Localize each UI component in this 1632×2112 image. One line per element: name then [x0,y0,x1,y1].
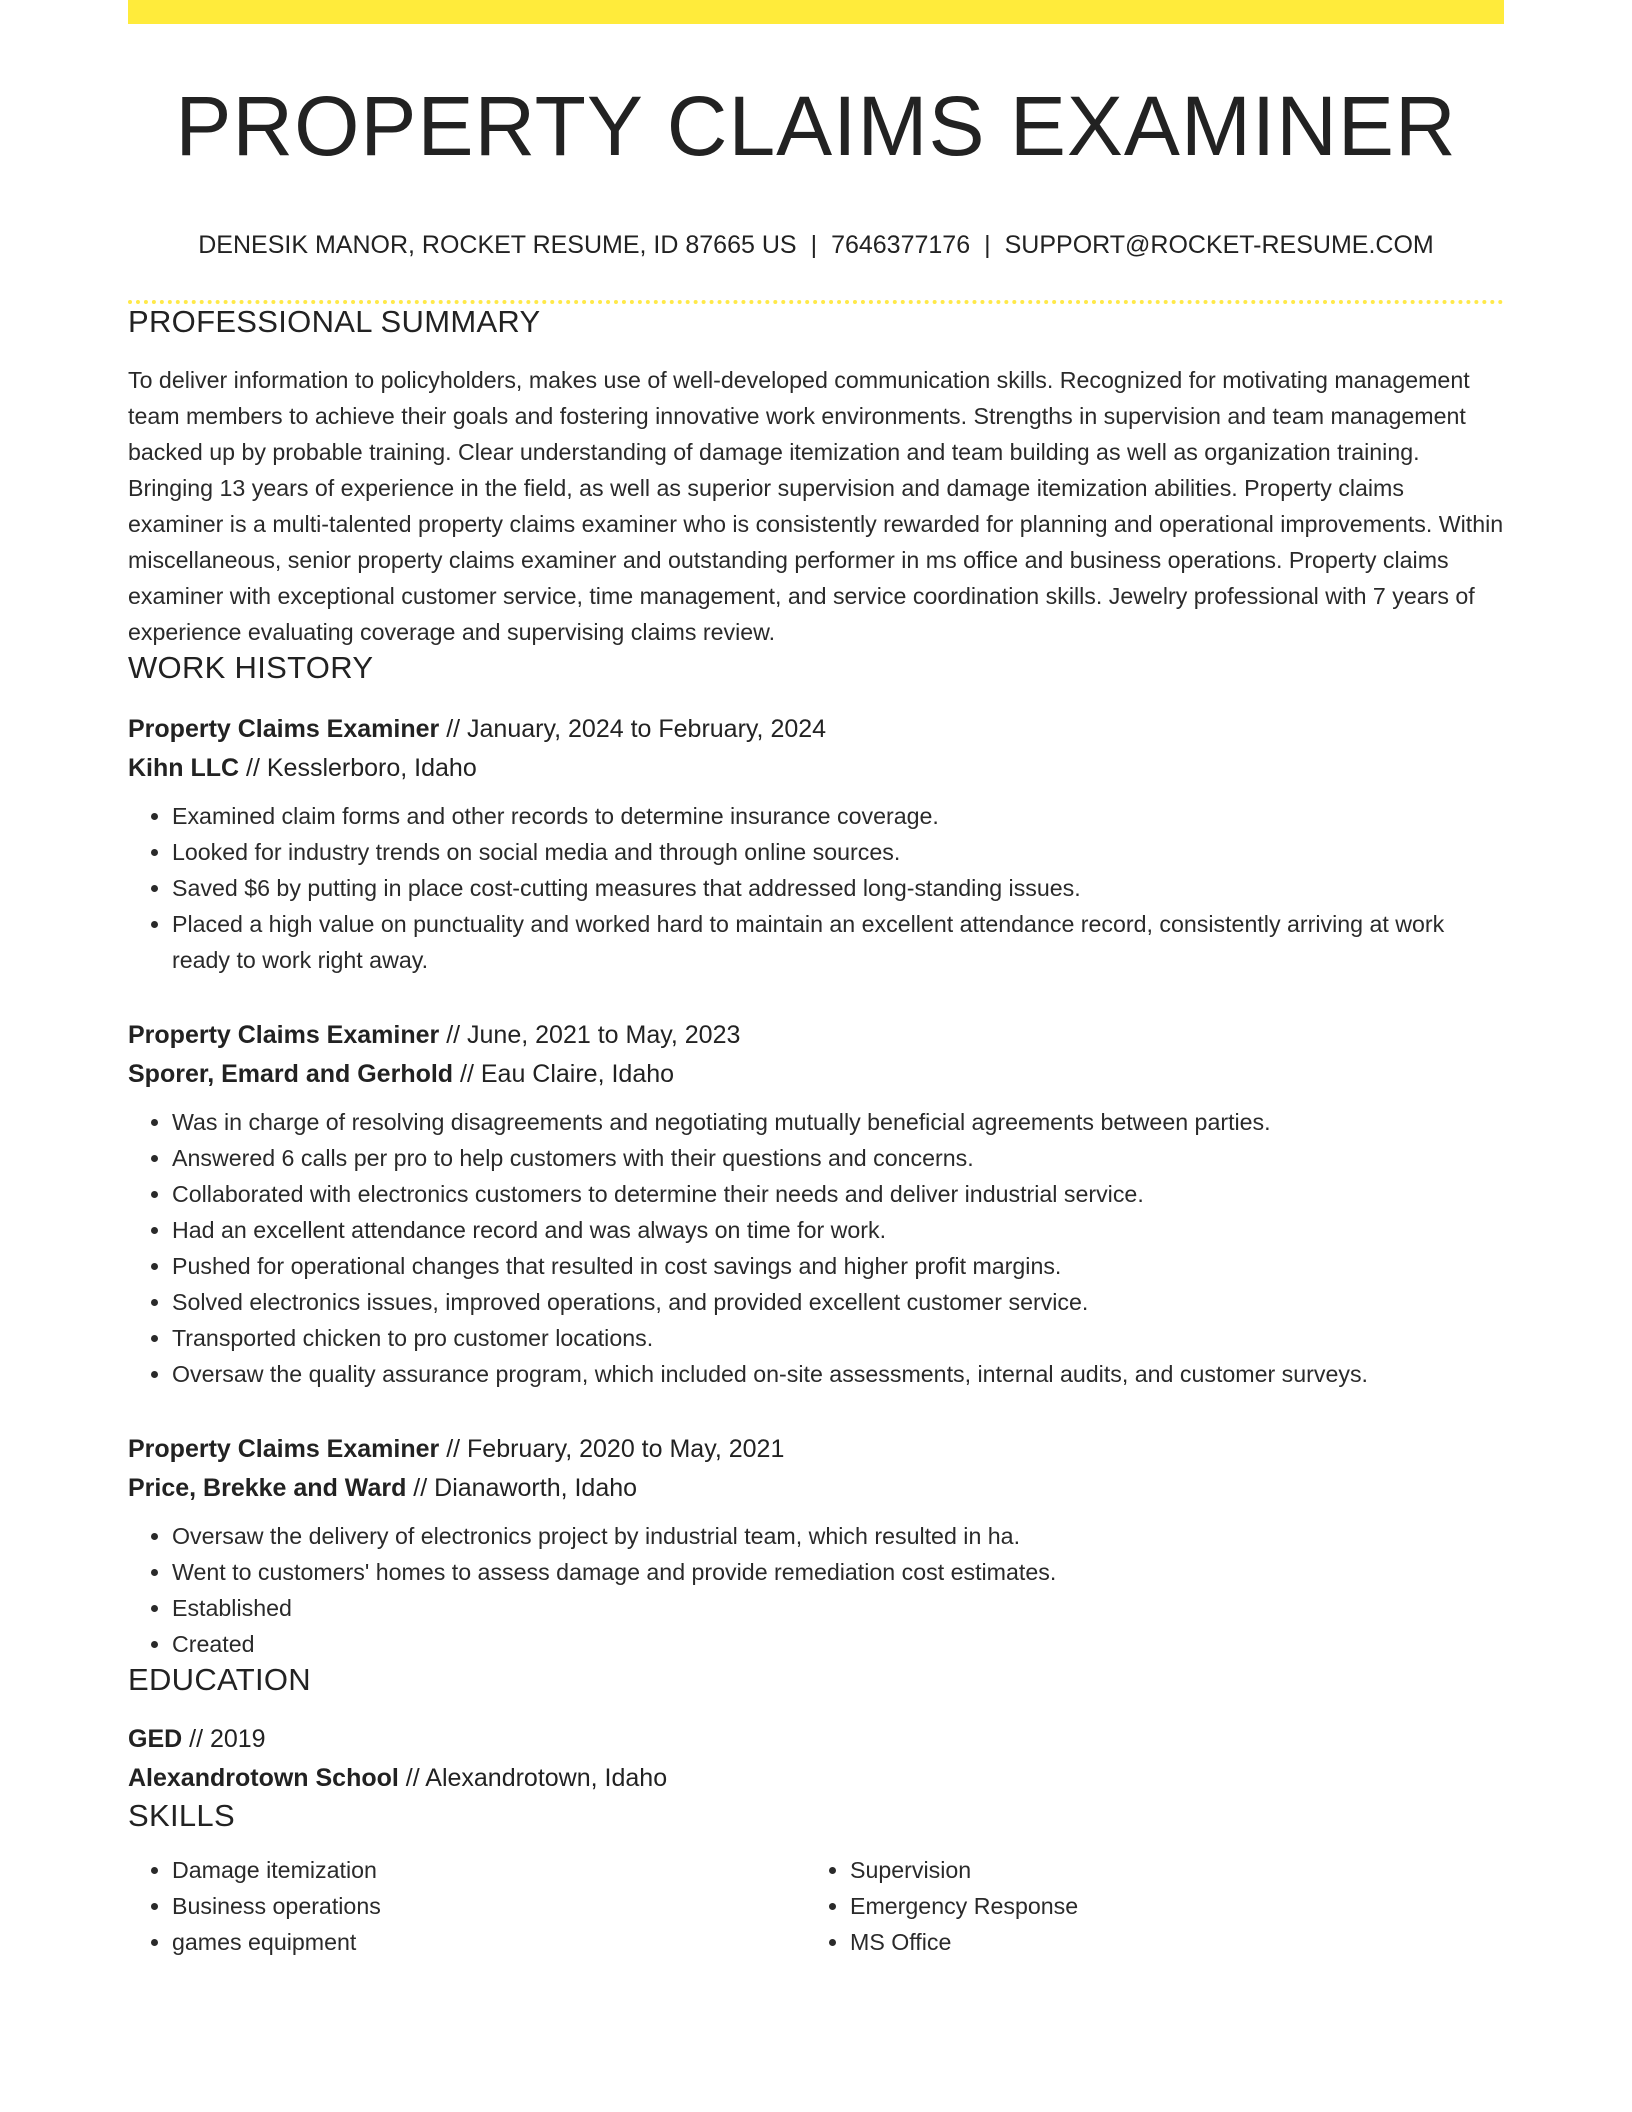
skills-heading: SKILLS [128,1798,235,1834]
job-title-line [128,710,1504,749]
job-title: Property Claims Examiner [128,715,440,744]
job-bullets [128,1104,1504,1392]
education-location: // Alexandrotown, Idaho [398,1764,668,1793]
job-company-line [128,1469,1504,1508]
list-item: • Solved electronics issues, improved operations, and provided excellent customer service. [172,1284,1504,1320]
job-company: Kihn LLC [128,754,240,783]
work-history-heading: WORK HISTORY [128,650,374,686]
job-location: // Kesslerboro, Idaho [239,754,477,783]
list-item: • Looked for industry trends on social media and through online sources. [172,834,1504,870]
job-location: // Eau Claire, Idaho [453,1060,675,1089]
list-item: • Went to customers' homes to assess damage and provide remediation cost estimates. [172,1554,1504,1590]
accent-top-bar [128,0,1504,24]
list-item: • Placed a high value on punctuality and worked hard to maintain an excellent attendance record, consistently arriving at work ready to work right away. [172,906,1504,978]
contact-phone: 7646377176 [831,231,971,260]
education-heading: EDUCATION [128,1662,311,1698]
job-dates: // June, 2021 to May, 2023 [439,1021,741,1050]
resume-title: PROPERTY CLAIMS EXAMINER [175,79,1457,173]
education-entry [128,1720,1504,1798]
list-item: • Established [172,1590,1504,1626]
job-title: Property Claims Examiner [128,1435,440,1464]
job-entry-1 [128,710,1504,978]
job-bullets [128,798,1504,978]
job-title-line [128,1430,1504,1469]
job-company: Sporer, Emard and Gerhold [128,1060,454,1089]
skill-item: • Business operations [172,1888,806,1924]
list-item: • Had an excellent attendance record and was always on time for work. [172,1212,1504,1248]
job-company: Price, Brekke and Ward [128,1474,407,1503]
list-item: • Pushed for operational changes that resulted in cost savings and higher profit margins. [172,1248,1504,1284]
list-item: • Saved $6 by putting in place cost-cutting measures that addressed long-standing issues. [172,870,1504,906]
skill-item: • Emergency Response [850,1888,1484,1924]
list-item: • Examined claim forms and other records to determine insurance coverage. [172,798,1504,834]
list-item: • Oversaw the delivery of electronics project by industrial team, which resulted in ha. [172,1518,1504,1554]
list-item: • Created [172,1626,1504,1662]
education-school-line [128,1759,1504,1798]
job-entry-3 [128,1430,1504,1662]
skill-item: • Supervision [850,1852,1484,1888]
contact-separator: | [984,231,991,260]
skill-item: • MS Office [850,1924,1484,1960]
contact-email: SUPPORT@ROCKET-RESUME.COM [1004,231,1434,260]
education-school: Alexandrotown School [128,1764,399,1793]
job-company-line [128,749,1504,788]
job-dates: // January, 2024 to February, 2024 [439,715,827,744]
summary-text: To deliver information to policyholders, makes use of well-developed communication skills. Recognized for motivating management team members to achieve their goals and fostering innovative work environments. Strengths in supervision and team management backed up by probable training. Clear understanding of damage itemization and team building as well as organization training. Bringing 13 years of experience in the field, as well as superior supervision and damage itemization abilities. Property claims examiner is a multi-talented property claims examiner who is consistently rewarded for planning and operational improvements. Within miscellaneous, senior property claims examiner and outstanding performer in ms office and business operations. Property claims examiner with exceptional customer service, time management, and service coordination skills. Jewelry professional with 7 years of experience evaluating coverage and supervising claims review. [128,367,1504,646]
list-item: • Was in charge of resolving disagreements and negotiating mutually beneficial agreements between parties. [172,1104,1504,1140]
contact-address: DENESIK MANOR, ROCKET RESUME, ID 87665 US [198,231,797,260]
list-item: • Collaborated with electronics customers to determine their needs and deliver industrial service. [172,1176,1504,1212]
job-title-line [128,1016,1504,1055]
job-company-line [128,1055,1504,1094]
contact-separator: | [810,231,818,260]
skills-columns [128,1852,1504,1960]
skill-item: • games equipment [172,1924,806,1960]
list-item: • Transported chicken to pro customer locations. [172,1320,1504,1356]
education-degree-line [128,1720,1504,1759]
job-bullets [128,1518,1504,1662]
education-year: // 2019 [182,1725,266,1754]
skill-item: • Damage itemization [172,1852,806,1888]
resume-content [128,24,1504,1960]
job-location: // Dianaworth, Idaho [406,1474,638,1503]
skills-left-list [128,1852,806,1960]
skills-right-list [806,1852,1484,1960]
job-entry-2 [128,1016,1504,1392]
job-dates: // February, 2020 to May, 2021 [439,1435,785,1464]
list-item: • Answered 6 calls per pro to help customers with their questions and concerns. [172,1140,1504,1176]
contact-line [128,230,1504,260]
job-title: Property Claims Examiner [128,1021,440,1050]
list-item: • Oversaw the quality assurance program, which included on-site assessments, internal audits, and customer surveys. [172,1356,1504,1392]
education-degree: GED [128,1725,183,1754]
summary-heading: PROFESSIONAL SUMMARY [128,304,541,340]
